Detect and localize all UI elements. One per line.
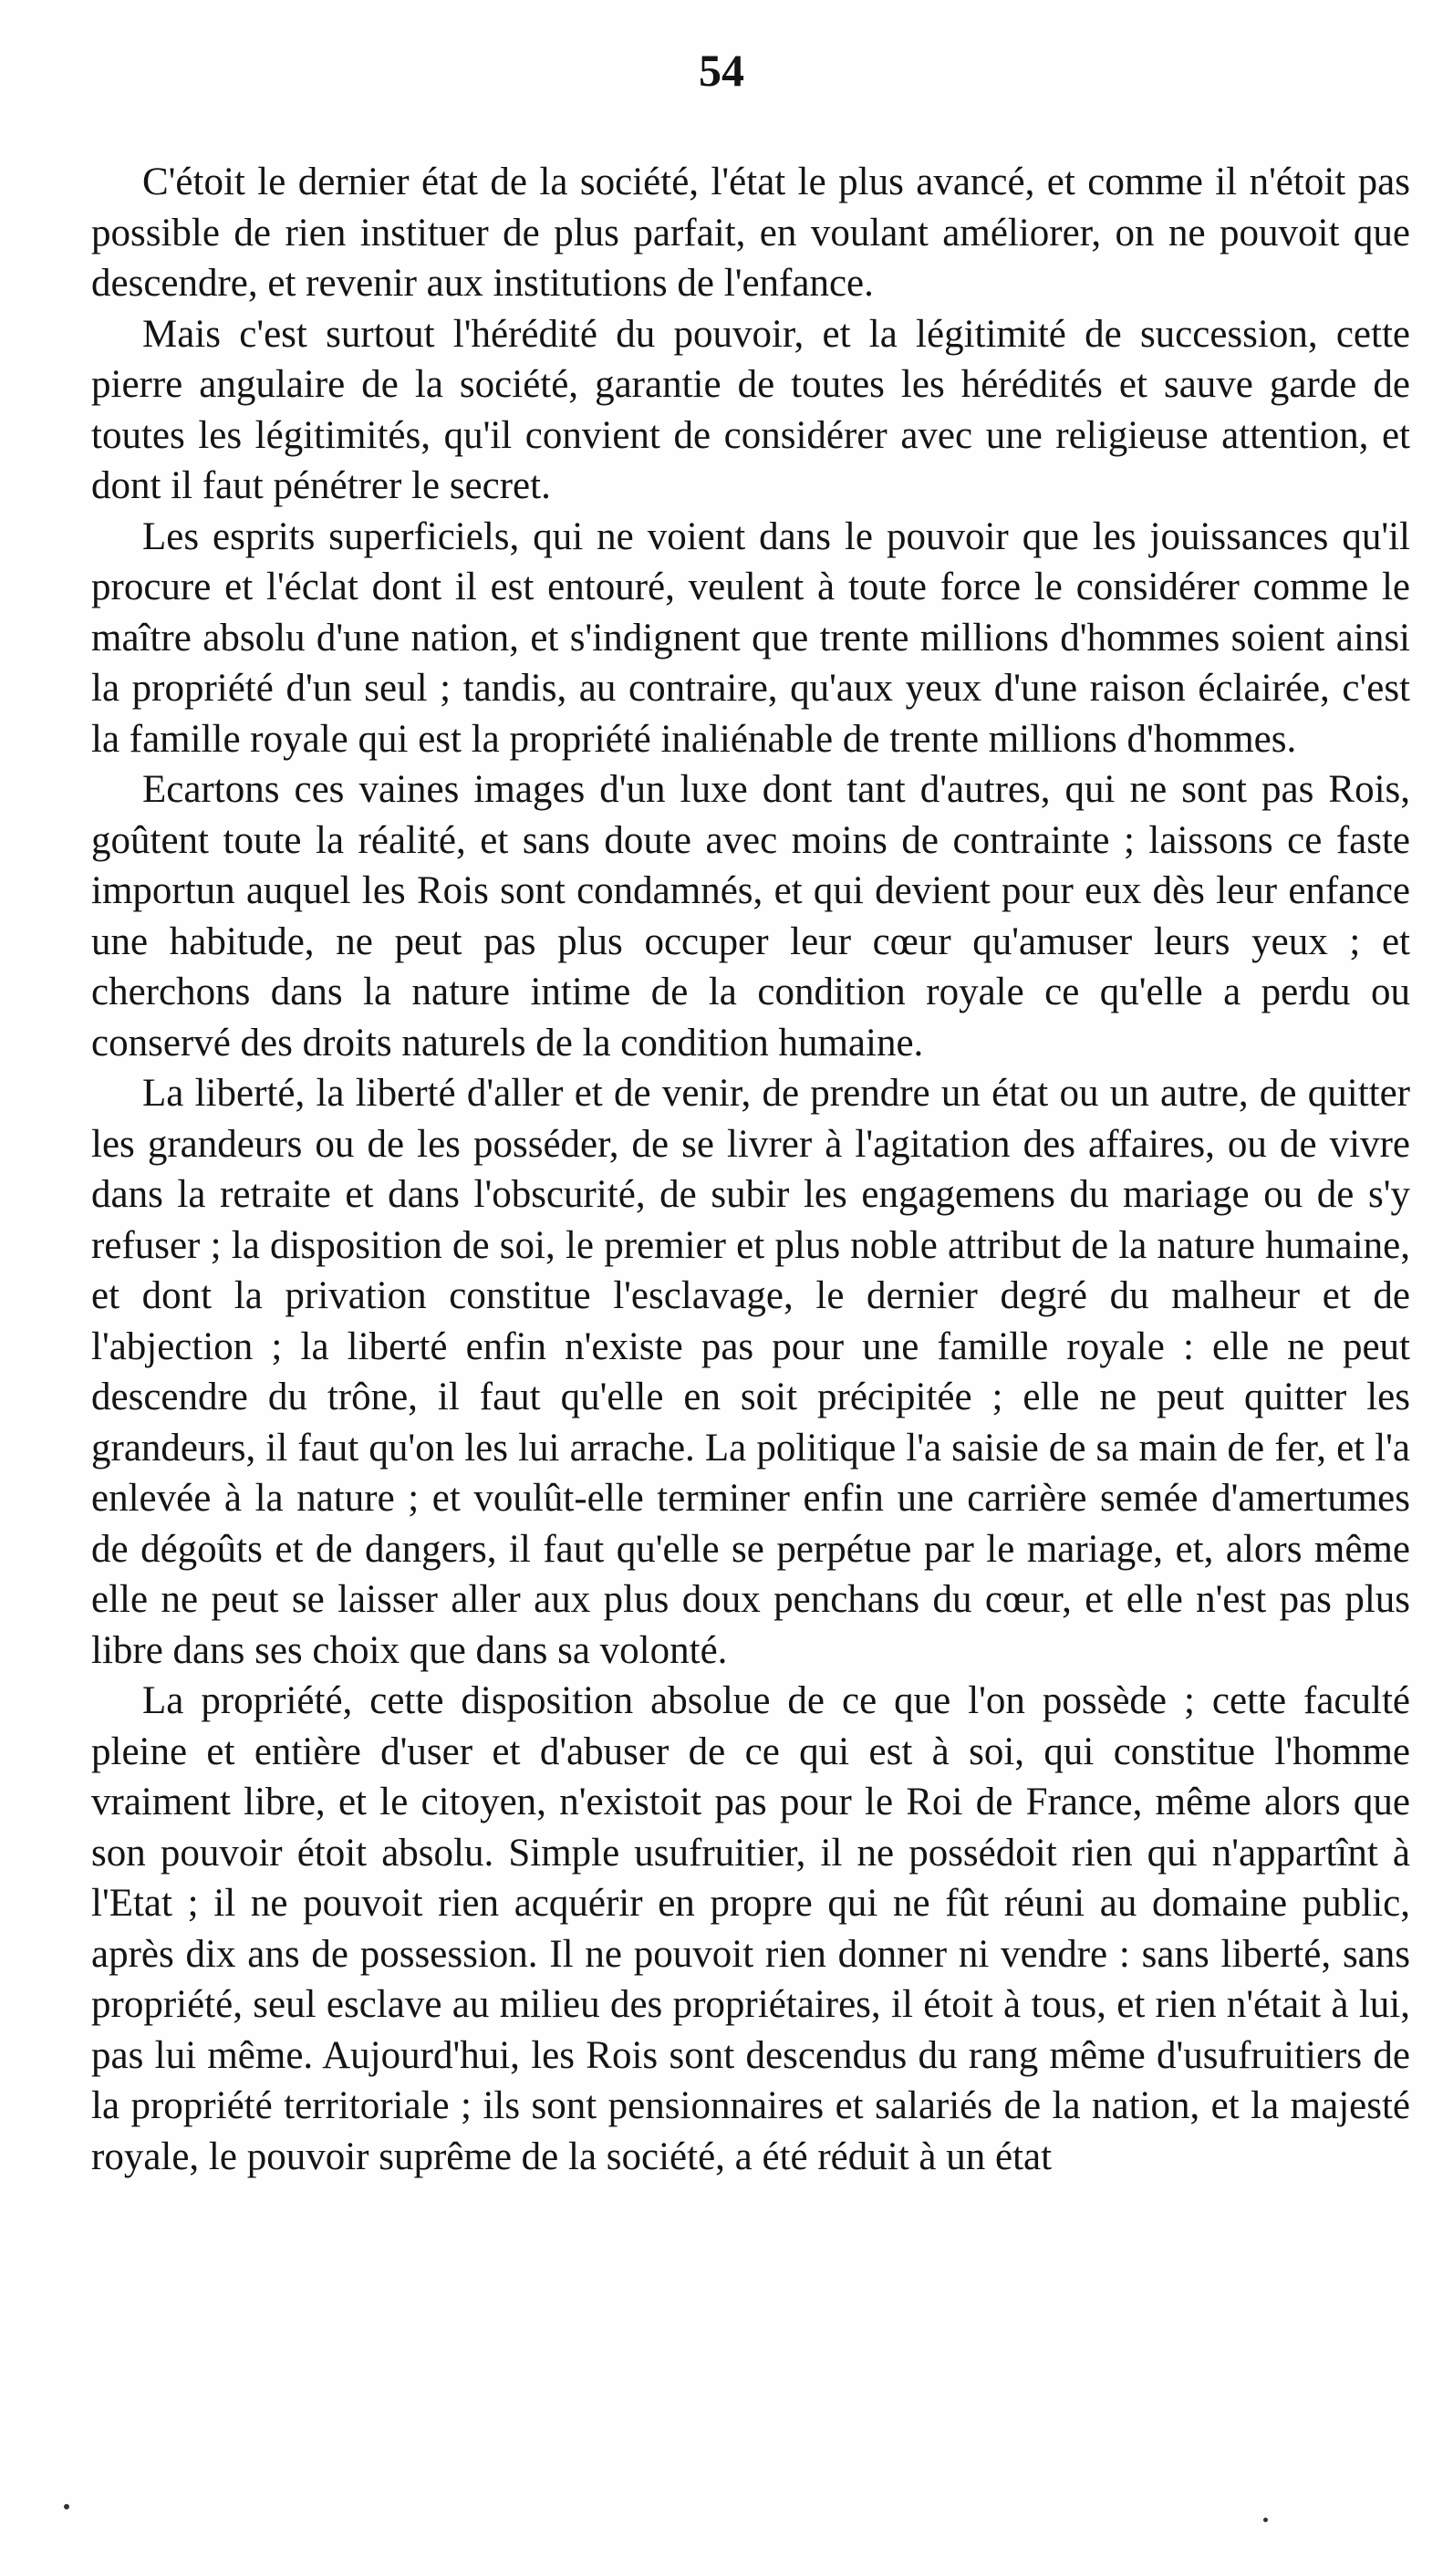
page-number: 54: [699, 45, 744, 96]
paragraph-5: La liberté, la liberté d'aller et de venir, de prendre un état ou un autre, de quitter les grandeurs ou de les posséder, de se livrer à l'agitation des affaires, ou de vivre dans la retraite et dans l'obscurité, de subir les engagemens du mariage ou de s'y refuser ; la disposition de soi, le premier et plus noble attribut de la nature humaine, et dont la privation constitue l'esclavage, le dernier degré du malheur et de l'abjection ; la liberté enfin n'existe pas pour une famille royale : elle ne peut descendre du trône, il faut qu'elle en soit précipitée ; elle ne peut quitter les grandeurs, il faut qu'on les lui arrache. La politique l'a saisie de sa main de fer, et l'a enlevée à la nature ; et voulût-elle terminer enfin une carrière semée d'amertumes de dégoûts et de dangers, il faut qu'elle se perpétue par le mariage, et, alors même elle ne peut se laisser aller aux plus doux penchans du cœur, et elle n'est pas plus libre dans ses choix que dans sa volonté.: [91, 1072, 1410, 1672]
paragraph-2: Mais c'est surtout l'hérédité du pouvoir, et la légitimité de succession, cette pierre angulaire de la société, garantie de toutes les hérédités et sauve garde de toutes les légitimités, qu'il convient de considérer avec une religieuse attention, et dont il faut pénétrer le secret.: [91, 312, 1410, 507]
paragraph-6: La propriété, cette disposition absolue de ce que l'on possède ; cette faculté pleine et entière d'user et d'abuser de ce qui est à soi, qui constitue l'homme vraiment libre, et le citoyen, n'existoit pas pour le Roi de France, même alors que son pouvoir étoit absolu. Simple usufruitier, il ne possédoit rien qui n'appartînt à l'Etat ; il ne pouvoit rien acquérir en propre qui ne fût réuni au domaine public, après dix ans de possession. Il ne pouvoit rien donner ni vendre : sans liberté, sans propriété, seul esclave au milieu des propriétaires, il étoit à tous, et rien n'était à lui, pas lui même. Aujourd'hui, les Rois sont descendus du rang même d'usufruitiers de la propriété territoriale ; ils sont pensionnaires et salariés de la nation, et la majesté royale, le pouvoir suprême de la société, a été réduit à un état: [91, 1679, 1410, 2178]
body-text: [91, 157, 1410, 2182]
paragraph-1: C'étoit le dernier état de la société, l'état le plus avancé, et comme il n'étoit pas possible de rien instituer de plus parfait, en voulant améliorer, on ne pouvoit que descendre, et revenir aux institutions de l'enfance.: [91, 161, 1410, 305]
paragraph-3: Les esprits superficiels, qui ne voient dans le pouvoir que les jouissances qu'il procure et l'éclat dont il est entouré, veulent à toute force le considérer comme le maître absolu d'une nation, et s'indignent que trente millions d'hommes soient ainsi la propriété d'un seul ; tandis, au contraire, qu'aux yeux d'une raison éclairée, c'est la famille royale qui est la propriété inaliénable de trente millions d'hommes.: [91, 514, 1410, 761]
paragraph-4: Ecartons ces vaines images d'un luxe dont tant d'autres, qui ne sont pas Rois, goûtent toute la réalité, et sans doute avec moins de contrainte ; laissons ce faste importun auquel les Rois sont condamnés, et qui devient pour eux dès leur enfance une habitude, ne peut pas plus occuper leur cœur qu'amuser leurs yeux ; et cherchons dans la nature intime de la condition royale ce qu'elle a perdu ou conservé des droits naturels de la condition humaine.: [91, 768, 1410, 1065]
ink-speck: [64, 2504, 69, 2509]
ink-speck: [1263, 2518, 1268, 2522]
